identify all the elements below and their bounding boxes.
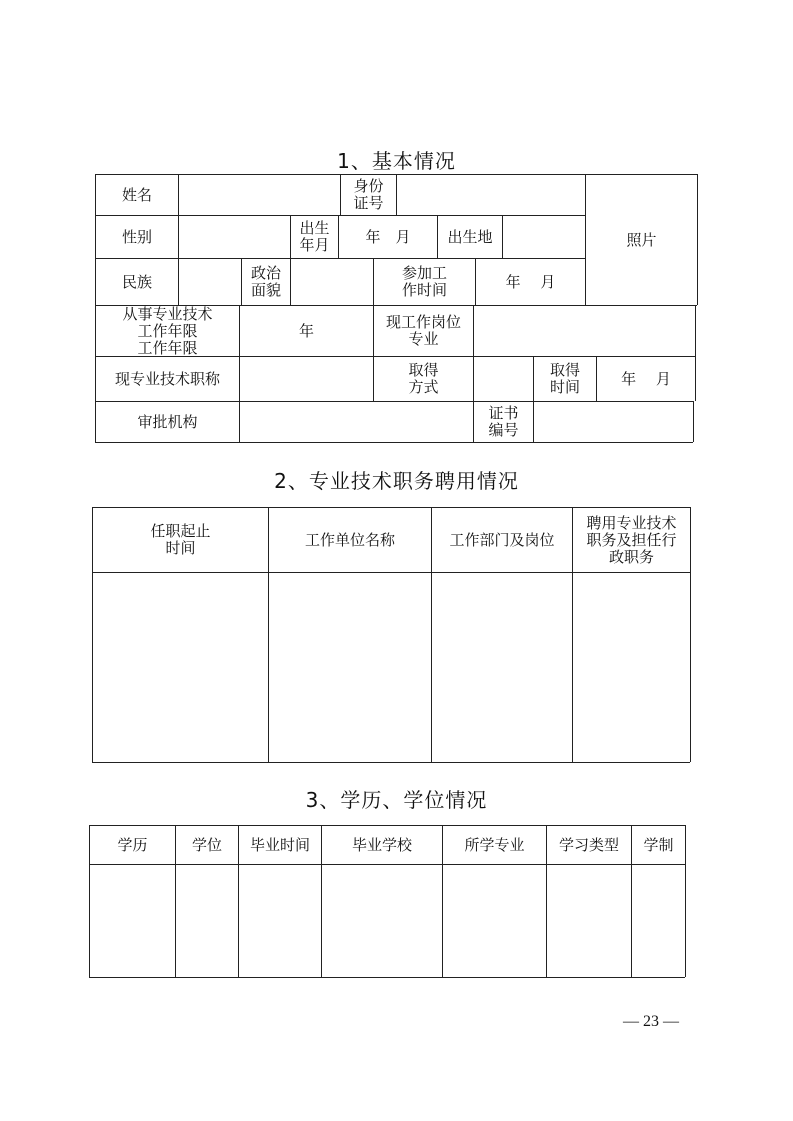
years-in-field-label: 从事专业技术 工作年限 工作年限 [122, 304, 213, 357]
col-graduation-time: 毕业时间 [249, 835, 310, 854]
ethnicity-input[interactable] [179, 259, 241, 305]
gender-input[interactable] [179, 216, 290, 258]
work-start-input[interactable]: 年 月 [505, 272, 556, 291]
col-study-type: 学习类型 [558, 835, 619, 854]
tenure-period-cell[interactable] [93, 573, 268, 762]
department-post-cell[interactable] [432, 573, 572, 762]
col-major: 所学专业 [464, 835, 525, 854]
current-title-input[interactable] [240, 357, 373, 401]
degree-cell[interactable] [176, 865, 238, 977]
ethnicity-label: 民族 [121, 272, 152, 291]
program-length-cell[interactable] [632, 865, 685, 977]
col-school: 毕业学校 [351, 835, 412, 854]
section2-title: 2、专业技术职务聘用情况 [274, 469, 519, 493]
obtain-time-input[interactable]: 年 月 [621, 369, 671, 388]
birthplace-input[interactable] [503, 216, 585, 258]
col-employer-name: 工作单位名称 [304, 530, 395, 549]
graduation-time-cell[interactable] [239, 865, 321, 977]
current-post-label: 现工作岗位 专业 [385, 313, 461, 348]
approval-authority-input[interactable] [240, 402, 473, 442]
col-program-length: 学制 [643, 835, 674, 854]
photo-box[interactable]: 照片 [626, 230, 657, 249]
current-post-input[interactable] [474, 306, 695, 356]
col-degree: 学位 [191, 835, 222, 854]
birth-input[interactable]: 年 月 [365, 227, 411, 246]
birth-label: 出生 年月 [299, 219, 330, 254]
obtain-time-label: 取得 时间 [549, 361, 580, 396]
certificate-no-input[interactable] [534, 402, 693, 442]
certificate-no-label: 证书 编号 [488, 404, 519, 439]
appointed-position-cell[interactable] [573, 573, 690, 762]
id-card-input[interactable] [397, 175, 585, 215]
page-number: — 23 — [623, 1013, 679, 1030]
political-label: 政治 面貌 [250, 264, 281, 299]
work-start-label: 参加工 作时间 [401, 264, 447, 299]
birthplace-label: 出生地 [447, 227, 493, 246]
major-cell[interactable] [443, 865, 546, 977]
name-label: 姓名 [121, 185, 152, 204]
id-card-label: 身份 证号 [353, 177, 384, 212]
school-cell[interactable] [322, 865, 442, 977]
employer-name-cell[interactable] [269, 573, 431, 762]
col-education: 学历 [117, 835, 148, 854]
approval-authority-label: 审批机构 [137, 412, 198, 431]
name-input[interactable] [179, 175, 340, 215]
gender-label: 性别 [121, 227, 152, 246]
col-department-post: 工作部门及岗位 [449, 530, 555, 549]
obtain-method-input[interactable] [474, 357, 533, 401]
study-type-cell[interactable] [547, 865, 631, 977]
years-in-field-input[interactable]: 年 [298, 321, 314, 340]
education-cell[interactable] [90, 865, 175, 977]
col-tenure-period: 任职起止 时间 [150, 522, 211, 557]
section3-title: 3、学历、学位情况 [305, 788, 488, 812]
obtain-method-label: 取得 方式 [408, 361, 439, 396]
political-input[interactable] [291, 259, 373, 305]
section1-title: 1、基本情况 [337, 149, 456, 173]
current-title-label: 现专业技术职称 [114, 369, 220, 388]
col-appointed-position: 聘用专业技术 职务及担任行 政职务 [586, 513, 677, 566]
